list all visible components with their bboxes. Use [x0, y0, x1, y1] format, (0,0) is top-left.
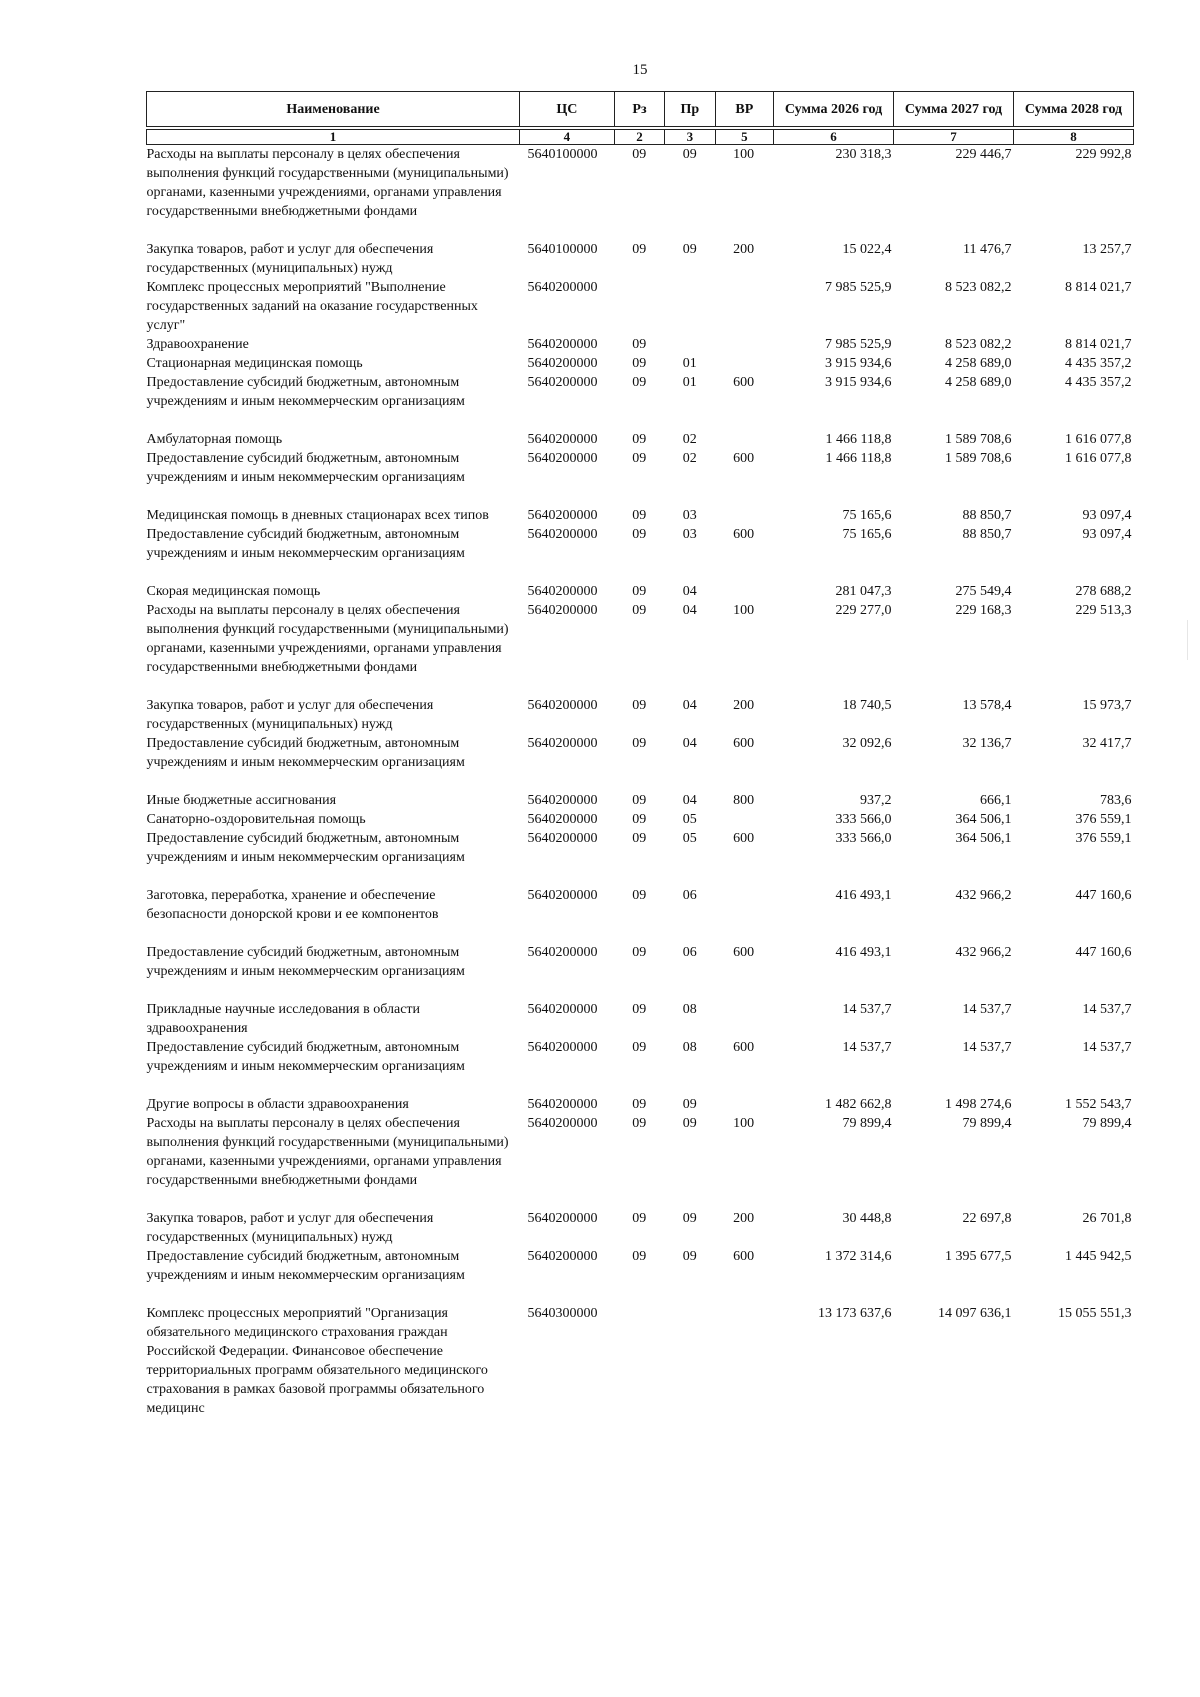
- row-spacer: [147, 772, 1134, 791]
- row-name: Предоставление субсидий бюджетным, автономным учреждениям и иным некоммерческим организациям: [146, 451, 465, 485]
- row-cs: 5640200000: [527, 375, 598, 390]
- row-rz: [614, 1304, 664, 1418]
- row-sum-2026: 32 092,6: [842, 736, 892, 751]
- row-pr: [665, 278, 715, 335]
- table-row: [147, 506, 1134, 525]
- row-spacer: [147, 411, 1134, 430]
- row-pr: 03: [682, 527, 697, 542]
- row-cs: 5640200000: [527, 793, 598, 808]
- row-name: Расходы на выплаты персоналу в целях обеспечения выполнения функций государственными (муниципальными) органами, казенными учреждениями, органами управления государственными внебюджетными фондами: [146, 1116, 509, 1188]
- row-sum-2026: 7 985 525,9: [825, 280, 892, 295]
- row-sum-2028: 376 559,1: [1075, 812, 1132, 827]
- budget-table: [146, 91, 1134, 1418]
- row-sum-2026: 3 915 934,6: [825, 375, 892, 390]
- row-rz: 09: [632, 1249, 647, 1264]
- row-rz: 09: [632, 147, 647, 162]
- header-cs: ЦС: [520, 92, 615, 127]
- row-sum-2027: 88 850,7: [962, 527, 1012, 542]
- row-pr: 01: [682, 375, 697, 390]
- row-rz: 09: [632, 831, 647, 846]
- table-row: [147, 601, 1134, 677]
- row-rz: 09: [632, 1211, 647, 1226]
- row-sum-2028: 8 814 021,7: [1065, 337, 1132, 352]
- row-sum-2026: 230 318,3: [835, 147, 892, 162]
- row-pr: 04: [682, 736, 697, 751]
- row-vr: [715, 810, 773, 829]
- row-spacer: [147, 677, 1134, 696]
- row-pr: 04: [682, 584, 697, 599]
- row-vr: [715, 886, 773, 924]
- row-cs: 5640200000: [527, 527, 598, 542]
- row-sum-2026: 7 985 525,9: [825, 337, 892, 352]
- row-vr: 100: [733, 1116, 755, 1131]
- row-sum-2028: 447 160,6: [1075, 945, 1132, 960]
- row-name: Санаторно-оздоровительная помощь: [146, 812, 366, 827]
- row-rz: 09: [632, 356, 647, 371]
- row-rz: 09: [632, 508, 647, 523]
- row-pr: 05: [682, 831, 697, 846]
- table-row: [147, 734, 1134, 772]
- column-number-row: [147, 130, 1134, 145]
- row-sum-2027: 22 697,8: [962, 1211, 1012, 1226]
- row-vr: [715, 335, 773, 354]
- row-vr: 600: [733, 1249, 755, 1264]
- row-pr: 01: [682, 356, 697, 371]
- row-sum-2026: 75 165,6: [842, 527, 892, 542]
- row-sum-2027: 88 850,7: [962, 508, 1012, 523]
- row-sum-2026: 416 493,1: [835, 945, 892, 960]
- header-sum-2027: Сумма 2027 год: [894, 92, 1014, 127]
- row-sum-2026: 18 740,5: [842, 698, 892, 713]
- header-vr: ВР: [715, 92, 773, 127]
- table-body: [147, 145, 1134, 1419]
- table-row: [147, 810, 1134, 829]
- row-spacer: [147, 1285, 1134, 1304]
- row-pr: 04: [682, 698, 697, 713]
- row-spacer: [147, 221, 1134, 240]
- row-sum-2026: 15 022,4: [842, 242, 892, 257]
- column-number: 3: [665, 130, 715, 145]
- row-cs: 5640200000: [527, 1249, 598, 1264]
- row-cs: 5640200000: [527, 831, 598, 846]
- row-name: Предоставление субсидий бюджетным, автономным учреждениям и иным некоммерческим организациям: [146, 945, 465, 979]
- row-vr: 200: [733, 242, 755, 257]
- row-cs: 5640200000: [527, 812, 598, 827]
- row-cs: 5640200000: [527, 1116, 598, 1131]
- row-pr: 09: [682, 1249, 697, 1264]
- row-cs: 5640200000: [527, 280, 598, 295]
- row-vr: 600: [733, 451, 755, 466]
- column-number: 8: [1014, 130, 1134, 145]
- row-pr: 02: [682, 451, 697, 466]
- table-row: [147, 1000, 1134, 1038]
- row-rz: 09: [632, 1116, 647, 1131]
- row-name: Иные бюджетные ассигнования: [146, 793, 337, 808]
- row-sum-2026: 75 165,6: [842, 508, 892, 523]
- row-sum-2028: 1 616 077,8: [1065, 432, 1132, 447]
- table-row: [147, 829, 1134, 867]
- row-vr: [715, 582, 773, 601]
- row-rz: 09: [632, 1002, 647, 1017]
- table-row: [147, 1247, 1134, 1285]
- row-vr: 600: [733, 527, 755, 542]
- row-name: Предоставление субсидий бюджетным, автономным учреждениям и иным некоммерческим организациям: [146, 527, 465, 561]
- row-vr: 600: [733, 831, 755, 846]
- row-cs: 5640200000: [527, 698, 598, 713]
- row-sum-2026: 1 482 662,8: [825, 1097, 892, 1112]
- column-number: 7: [894, 130, 1014, 145]
- row-sum-2028: 447 160,6: [1075, 888, 1132, 903]
- row-sum-2027: 14 537,7: [962, 1002, 1012, 1017]
- row-pr: 09: [682, 242, 697, 257]
- row-name: Заготовка, переработка, хранение и обеспечение безопасности донорской крови и ее компонентов: [146, 888, 439, 922]
- row-cs: 5640200000: [527, 1211, 598, 1226]
- row-sum-2026: 1 466 118,8: [825, 451, 892, 466]
- row-cs: 5640200000: [527, 584, 598, 599]
- row-name: Закупка товаров, работ и услуг для обеспечения государственных (муниципальных) нужд: [146, 698, 434, 732]
- row-sum-2026: 14 537,7: [842, 1040, 892, 1055]
- row-pr: 04: [682, 603, 697, 618]
- row-pr: 09: [682, 147, 697, 162]
- table-header: [147, 92, 1134, 145]
- row-sum-2027: 14 097 636,1: [938, 1306, 1012, 1321]
- row-sum-2028: 4 435 357,2: [1065, 356, 1132, 371]
- row-cs: 5640100000: [527, 147, 598, 162]
- row-sum-2026: 3 915 934,6: [825, 356, 892, 371]
- row-sum-2027: 13 578,4: [962, 698, 1012, 713]
- row-sum-2026: 333 566,0: [835, 831, 892, 846]
- row-name: Скорая медицинская помощь: [146, 584, 321, 599]
- table-row: [147, 373, 1134, 411]
- row-name: Закупка товаров, работ и услуг для обеспечения государственных (муниципальных) нужд: [146, 242, 434, 276]
- row-sum-2026: 333 566,0: [835, 812, 892, 827]
- header-pr: Пр: [665, 92, 715, 127]
- row-cs: 5640200000: [527, 603, 598, 618]
- row-name: Расходы на выплаты персоналу в целях обеспечения выполнения функций государственными (муниципальными) органами, казенными учреждениями, органами управления государственными внебюджетными фондами: [146, 147, 509, 219]
- row-sum-2027: 275 549,4: [955, 584, 1012, 599]
- row-sum-2028: 32 417,7: [1082, 736, 1132, 751]
- column-number: 5: [715, 130, 773, 145]
- row-name: Комплекс процессных мероприятий "Организация обязательного медицинского страхования граждан Российской Федерации. Финансовое обеспечение территориальных программ обязательного медицинского страхования в рамках базовой программы обязательного медицинс: [146, 1306, 488, 1416]
- row-sum-2026: 13 173 637,6: [818, 1306, 892, 1321]
- row-rz: 09: [632, 793, 647, 808]
- row-sum-2027: 79 899,4: [962, 1116, 1012, 1131]
- row-sum-2027: 14 537,7: [962, 1040, 1012, 1055]
- table-row: [147, 525, 1134, 563]
- row-sum-2027: 432 966,2: [955, 945, 1012, 960]
- row-cs: 5640200000: [527, 945, 598, 960]
- row-vr: 800: [733, 793, 755, 808]
- row-rz: 09: [632, 1097, 647, 1112]
- table-row: [147, 1038, 1134, 1076]
- row-cs: 5640200000: [527, 356, 598, 371]
- table-row: [147, 354, 1134, 373]
- row-pr: 08: [682, 1002, 697, 1017]
- row-pr: 09: [682, 1097, 697, 1112]
- row-cs: 5640300000: [527, 1306, 598, 1321]
- row-spacer: [147, 1190, 1134, 1209]
- row-sum-2028: 229 513,3: [1075, 603, 1132, 618]
- column-number: 2: [614, 130, 664, 145]
- row-rz: 09: [632, 888, 647, 903]
- table-row: [147, 1095, 1134, 1114]
- row-vr: 600: [733, 1040, 755, 1055]
- table-row: [147, 430, 1134, 449]
- table-row: [147, 696, 1134, 734]
- header-rz: Рз: [614, 92, 664, 127]
- row-sum-2028: 79 899,4: [1082, 1116, 1132, 1131]
- row-sum-2027: 229 446,7: [955, 147, 1012, 162]
- row-sum-2026: 937,2: [860, 793, 892, 808]
- row-sum-2028: 93 097,4: [1082, 508, 1132, 523]
- table-row: [147, 449, 1134, 487]
- page-number: 15: [632, 62, 648, 78]
- row-vr: [715, 278, 773, 335]
- header-sum-2026: Сумма 2026 год: [774, 92, 894, 127]
- row-pr: 09: [682, 1116, 697, 1131]
- row-sum-2026: 1 372 314,6: [825, 1249, 892, 1264]
- row-rz: 09: [632, 736, 647, 751]
- row-rz: 09: [632, 337, 647, 352]
- column-number: 4: [520, 130, 615, 145]
- row-sum-2027: 1 395 677,5: [945, 1249, 1012, 1264]
- table-row: [147, 1114, 1134, 1190]
- row-sum-2028: 15 055 551,3: [1058, 1306, 1132, 1321]
- row-pr: 09: [682, 1211, 697, 1226]
- table-row: [147, 278, 1134, 335]
- row-rz: [614, 278, 664, 335]
- row-sum-2027: 1 589 708,6: [945, 451, 1012, 466]
- row-pr: 06: [682, 945, 697, 960]
- row-sum-2027: 432 966,2: [955, 888, 1012, 903]
- row-sum-2026: 1 466 118,8: [825, 432, 892, 447]
- row-sum-2026: 79 899,4: [842, 1116, 892, 1131]
- table-row: [147, 582, 1134, 601]
- table-row: [147, 943, 1134, 981]
- row-vr: 100: [733, 147, 755, 162]
- row-sum-2027: 364 506,1: [955, 831, 1012, 846]
- row-vr: 600: [733, 375, 755, 390]
- row-pr: 05: [682, 812, 697, 827]
- row-spacer: [147, 563, 1134, 582]
- row-spacer: [147, 487, 1134, 506]
- row-name: Предоставление субсидий бюджетным, автономным учреждениям и иным некоммерческим организациям: [146, 375, 465, 409]
- row-sum-2026: 30 448,8: [842, 1211, 892, 1226]
- row-name: Стационарная медицинская помощь: [146, 356, 363, 371]
- row-sum-2028: 26 701,8: [1082, 1211, 1132, 1226]
- row-sum-2027: 666,1: [980, 793, 1012, 808]
- table-row: [147, 886, 1134, 924]
- row-rz: 09: [632, 451, 647, 466]
- row-rz: 09: [632, 698, 647, 713]
- row-rz: 09: [632, 812, 647, 827]
- row-sum-2027: 364 506,1: [955, 812, 1012, 827]
- row-rz: 09: [632, 584, 647, 599]
- row-cs: 5640200000: [527, 337, 598, 352]
- row-sum-2028: 278 688,2: [1075, 584, 1132, 599]
- row-sum-2028: 8 814 021,7: [1065, 280, 1132, 295]
- row-vr: 600: [733, 736, 755, 751]
- row-pr: 02: [682, 432, 697, 447]
- row-name: Прикладные научные исследования в области здравоохранения: [146, 1002, 421, 1036]
- row-pr: 03: [682, 508, 697, 523]
- header-name: Наименование: [147, 92, 520, 127]
- row-vr: [715, 354, 773, 373]
- row-sum-2027: 4 258 689,0: [945, 375, 1012, 390]
- row-name: Предоставление субсидий бюджетным, автономным учреждениям и иным некоммерческим организациям: [146, 736, 465, 770]
- row-sum-2027: 32 136,7: [962, 736, 1012, 751]
- row-spacer: [147, 1076, 1134, 1095]
- row-name: Медицинская помощь в дневных стационарах всех типов: [146, 508, 489, 523]
- column-number: 6: [774, 130, 894, 145]
- row-sum-2027: 1 498 274,6: [945, 1097, 1012, 1112]
- row-rz: 09: [632, 375, 647, 390]
- row-rz: 09: [632, 603, 647, 618]
- row-pr: [665, 1304, 715, 1418]
- row-pr: 08: [682, 1040, 697, 1055]
- row-sum-2027: 1 589 708,6: [945, 432, 1012, 447]
- row-rz: 09: [632, 242, 647, 257]
- row-sum-2028: 229 992,8: [1075, 147, 1132, 162]
- row-rz: 09: [632, 527, 647, 542]
- row-name: Предоставление субсидий бюджетным, автономным учреждениям и иным некоммерческим организациям: [146, 831, 465, 865]
- table-row: [147, 1209, 1134, 1247]
- row-sum-2027: 8 523 082,2: [945, 280, 1012, 295]
- row-name: Здравоохранение: [146, 337, 249, 352]
- row-sum-2027: 8 523 082,2: [945, 337, 1012, 352]
- column-number: 1: [147, 130, 520, 145]
- row-rz: 09: [632, 945, 647, 960]
- row-sum-2028: 783,6: [1100, 793, 1132, 808]
- row-sum-2028: 1 445 942,5: [1065, 1249, 1132, 1264]
- row-spacer: [147, 924, 1134, 943]
- row-sum-2027: 11 476,7: [963, 242, 1012, 257]
- row-sum-2028: 1 616 077,8: [1065, 451, 1132, 466]
- row-pr: 06: [682, 888, 697, 903]
- row-vr: [715, 1095, 773, 1114]
- row-vr: 600: [733, 945, 755, 960]
- row-sum-2028: 376 559,1: [1075, 831, 1132, 846]
- row-pr: [665, 335, 715, 354]
- table-row: [147, 335, 1134, 354]
- row-sum-2028: 4 435 357,2: [1065, 375, 1132, 390]
- row-cs: 5640200000: [527, 888, 598, 903]
- row-sum-2026: 416 493,1: [835, 888, 892, 903]
- row-cs: 5640100000: [527, 242, 598, 257]
- row-spacer: [147, 867, 1134, 886]
- row-name: Расходы на выплаты персоналу в целях обеспечения выполнения функций государственными (муниципальными) органами, казенными учреждениями, органами управления государственными внебюджетными фондами: [146, 603, 509, 675]
- row-sum-2026: 281 047,3: [835, 584, 892, 599]
- header-sum-2028: Сумма 2028 год: [1014, 92, 1134, 127]
- row-rz: 09: [632, 1040, 647, 1055]
- row-name: Предоставление субсидий бюджетным, автономным учреждениям и иным некоммерческим организациям: [146, 1040, 465, 1074]
- row-cs: 5640200000: [527, 508, 598, 523]
- row-cs: 5640200000: [527, 1097, 598, 1112]
- table-row: [147, 791, 1134, 810]
- row-vr: [715, 1000, 773, 1038]
- row-sum-2027: 4 258 689,0: [945, 356, 1012, 371]
- row-vr: 100: [733, 603, 755, 618]
- scan-margin-mark: [1187, 620, 1188, 660]
- row-cs: 5640200000: [527, 432, 598, 447]
- row-sum-2026: 229 277,0: [835, 603, 892, 618]
- row-sum-2028: 14 537,7: [1082, 1040, 1132, 1055]
- row-vr: 200: [733, 698, 755, 713]
- row-pr: 04: [682, 793, 697, 808]
- row-vr: [715, 1304, 773, 1418]
- row-rz: 09: [632, 432, 647, 447]
- row-vr: [715, 430, 773, 449]
- row-sum-2026: 14 537,7: [842, 1002, 892, 1017]
- table-row: [147, 145, 1134, 222]
- row-name: Предоставление субсидий бюджетным, автономным учреждениям и иным некоммерческим организациям: [146, 1249, 465, 1283]
- row-sum-2028: 93 097,4: [1082, 527, 1132, 542]
- table-row: [147, 1304, 1134, 1418]
- row-name: Комплекс процессных мероприятий "Выполнение государственных заданий на оказание государственных услуг": [146, 280, 478, 333]
- row-cs: 5640200000: [527, 1040, 598, 1055]
- row-cs: 5640200000: [527, 1002, 598, 1017]
- row-cs: 5640200000: [527, 736, 598, 751]
- row-name: Закупка товаров, работ и услуг для обеспечения государственных (муниципальных) нужд: [146, 1211, 434, 1245]
- row-name: Амбулаторная помощь: [146, 432, 283, 447]
- row-vr: [715, 506, 773, 525]
- row-vr: 200: [733, 1211, 755, 1226]
- row-sum-2028: 1 552 543,7: [1065, 1097, 1132, 1112]
- row-name: Другие вопросы в области здравоохранения: [146, 1097, 409, 1112]
- row-sum-2028: 15 973,7: [1082, 698, 1132, 713]
- row-cs: 5640200000: [527, 451, 598, 466]
- table-row: [147, 240, 1134, 278]
- row-sum-2027: 229 168,3: [955, 603, 1012, 618]
- row-sum-2028: 14 537,7: [1082, 1002, 1132, 1017]
- row-sum-2028: 13 257,7: [1082, 242, 1132, 257]
- row-spacer: [147, 981, 1134, 1000]
